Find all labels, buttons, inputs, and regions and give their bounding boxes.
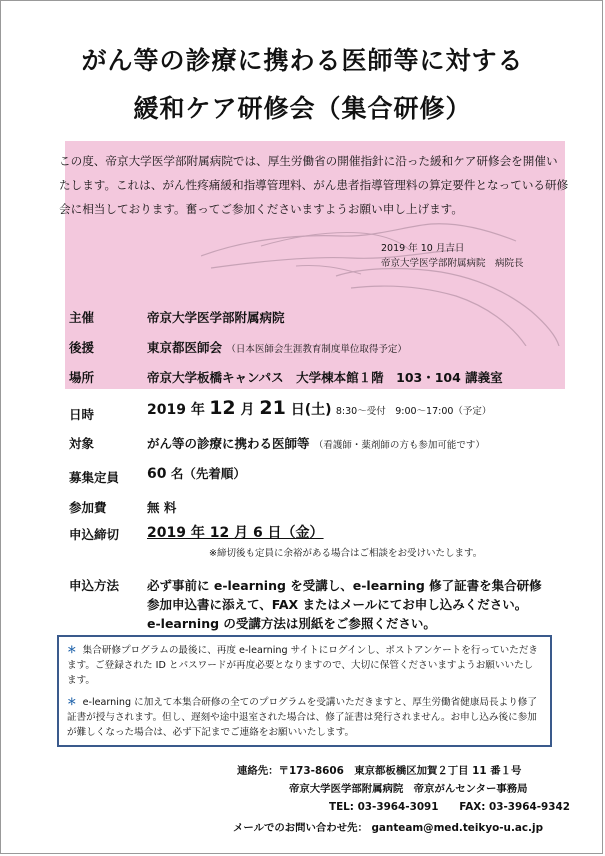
event-weekday: (土) bbox=[304, 402, 332, 418]
contact-line-4[interactable]: メールでのお問い合わせ先： ganteam@med.teikyo-u.ac.jp bbox=[233, 822, 544, 834]
capacity-value bbox=[147, 464, 246, 482]
note-1 bbox=[67, 643, 542, 688]
asterisk-icon: ＊ bbox=[67, 645, 77, 656]
asterisk-icon: ＊ bbox=[67, 697, 77, 708]
issue-date: 2019 年 10 月吉日 bbox=[381, 243, 465, 254]
datetime-value bbox=[147, 397, 491, 419]
target-note: （看護師・薬剤師の方も参加可能です） bbox=[313, 440, 485, 451]
support-name: 東京都医師会 bbox=[147, 340, 223, 355]
note-2-text: e-learning に加えて本集合研修の全てのプログラムを受講いただきますと、厚生労働省健康局長より修了証書が授与されます。但し、遅刻や途中退室された場合は、修了証書は発行されません。お申し込み後に参加が難しくなった場合は、必ず下記までご連絡をお願いいたします。 bbox=[67, 697, 537, 738]
contact-line-1: 連絡先：〒173-8606 東京都板橋区加賀２丁目 11 番１号 bbox=[237, 765, 522, 777]
target-value bbox=[147, 434, 485, 452]
event-year: 2019 年 bbox=[147, 402, 205, 418]
support-label: 後援 bbox=[69, 340, 95, 355]
method-line-3: e-learning の受講方法は別紙をご参照ください。 bbox=[147, 616, 436, 631]
note-1-text: 集合研修プログラムの最後に、再度 e-learning サイトにログインし、ポストアンケートを行っていただきます。ご登録された ID とパスワードが再度必要となりますので、大切に保管くださいますようお願いいたします。 bbox=[67, 645, 539, 686]
fee-label: 参加費 bbox=[69, 500, 107, 515]
datetime-label: 日時 bbox=[69, 407, 95, 422]
capacity-label: 募集定員 bbox=[69, 470, 120, 485]
support-value bbox=[147, 338, 407, 356]
deadline-value bbox=[147, 522, 324, 542]
organizer-label: 主催 bbox=[69, 310, 95, 325]
method-label: 申込方法 bbox=[69, 578, 120, 593]
event-day: 21 bbox=[259, 397, 286, 419]
venue-value: 帝京大学板橋キャンパス 大学棟本館１階 103・104 講義室 bbox=[147, 370, 503, 385]
method-line-2: 参加申込書に添えて、FAX またはメールにてお申し込みください。 bbox=[147, 597, 528, 612]
target-label: 対象 bbox=[69, 436, 95, 451]
title-line-2: 緩和ケア研修会（集合研修） bbox=[133, 94, 472, 123]
target-text: がん等の診療に携わる医師等 bbox=[147, 436, 310, 451]
method-text bbox=[147, 576, 542, 633]
capacity-unit: 名（先着順） bbox=[166, 466, 246, 481]
fee-value: 無 料 bbox=[147, 500, 177, 515]
signer: 帝京大学医学部附属病院 病院長 bbox=[381, 258, 524, 269]
support-note: （日本医師会生涯教育制度単位取得予定） bbox=[226, 344, 407, 355]
organizer-value: 帝京大学医学部附属病院 bbox=[147, 310, 285, 325]
notes-box bbox=[57, 635, 552, 747]
contact-line-3: TEL: 03-3964-3091 FAX: 03-3964-9342 bbox=[329, 801, 570, 813]
method-line-1: 必ず事前に e-learning を受講し、e-learning 修了証書を集合研修 bbox=[147, 578, 542, 593]
deadline-date: 2019 年 12 月 6 日（金） bbox=[147, 525, 324, 541]
deadline-label: 申込締切 bbox=[69, 527, 120, 542]
deadline-note: ※締切後も定員に余裕がある場合はご相談をお受けいたします。 bbox=[209, 548, 483, 559]
event-month-unit: 月 bbox=[235, 402, 260, 418]
capacity-number: 60 bbox=[147, 466, 167, 482]
event-time: 8:30～受付 9:00～17:00（予定） bbox=[335, 406, 492, 417]
event-day-unit: 日 bbox=[285, 402, 305, 418]
title-line-1: がん等の診療に携わる医師等に対する bbox=[81, 46, 524, 75]
event-month: 12 bbox=[209, 397, 236, 419]
intro-text: この度、帝京大学医学部附属病院では、厚生労働省の開催指針に沿った緩和ケア研修会を開催いたします。これは、がん性疼痛緩和指導管理料、がん患者指導管理料の算定要件となっている研修会に相当しております。奮ってご参加くださいますようお願い申し上げます。 bbox=[59, 154, 569, 216]
contact-line-2: 帝京大学医学部附属病院 帝京がんセンター事務局 bbox=[289, 783, 528, 795]
venue-label: 場所 bbox=[69, 370, 95, 385]
note-2 bbox=[67, 695, 542, 740]
